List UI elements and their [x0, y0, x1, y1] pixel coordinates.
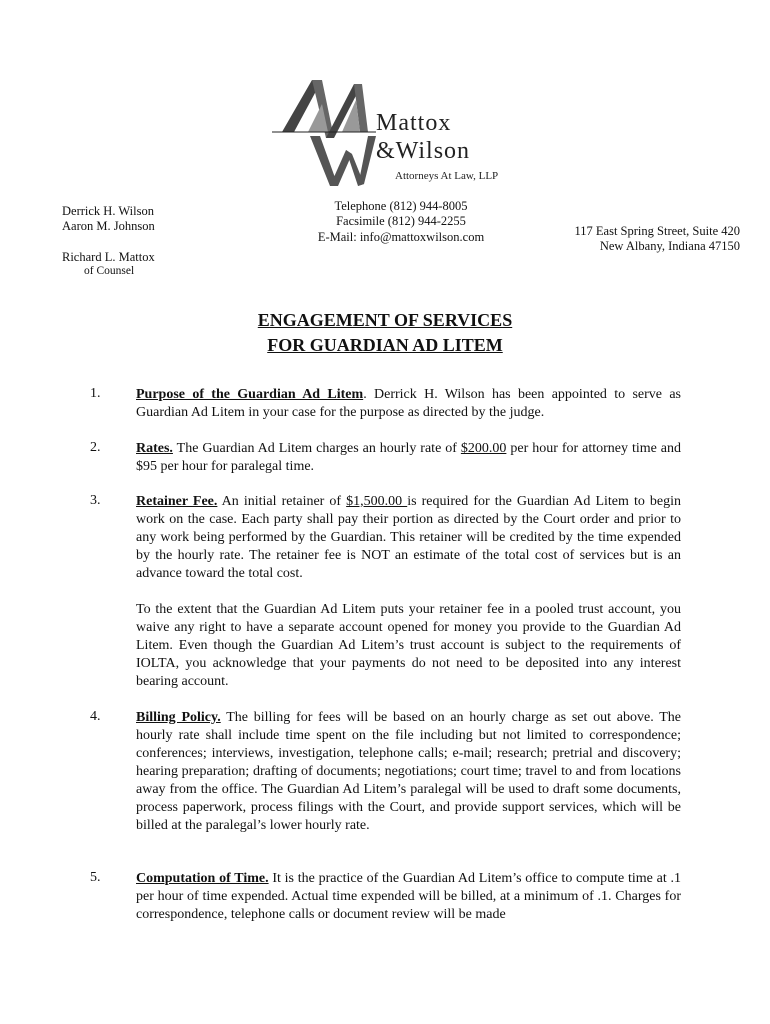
item-text: is required for the Guardian Ad Litem to begin work on the case. Each party shall pay their portion as directed by the Court order and prior to any work being performed by the Guardian. This retainer will be credited by the time expended by the hourly rate. The retainer fee is NOT an estimate of the total cost of services but is an advance toward the total cost.: [136, 494, 682, 581]
item-retainer: [136, 493, 681, 583]
item-number: 2.: [90, 440, 101, 455]
rate-amount: $200.00: [460, 441, 507, 456]
item-number: 3.: [90, 493, 101, 508]
counsel-name: Richard L. Mattox: [62, 250, 155, 264]
document-title-line1: ENGAGEMENT OF SERVICES: [257, 310, 513, 330]
item-number: 1.: [90, 386, 101, 401]
item-text: An initial retainer of: [217, 494, 347, 509]
item-text: The billing for fees will be based on an hourly charge as set out above. The hourly rate shall include time spent on the file including but not limited to correspondence; conferences; interviews, investigation, telephone calls; e-mail; research; pretrial and discovery; hearing preparation; drafting of documents; negotiations; court time; travel to and from locations away from the office. The Guardian Ad Litem’s paralegal will be used to draft some documents, process paperwork, process filings with the Court, and provide support services, which will be billed at the paralegal’s lower hourly rate.: [136, 710, 681, 833]
attorney-name: Aaron M. Johnson: [62, 219, 155, 233]
item-purpose: [136, 386, 681, 422]
item-heading: Purpose of the Guardian Ad Litem: [136, 387, 364, 402]
contact-telephone: Telephone (812) 944-8005: [334, 199, 468, 213]
contact-email: E-Mail: info@mattoxwilson.com: [317, 230, 485, 244]
attorney-name: Derrick H. Wilson: [62, 204, 154, 218]
address-line2: New Albany, Indiana 47150: [599, 239, 740, 253]
contact-facsimile: Facsimile (812) 944-2255: [336, 214, 466, 228]
item-number: 5.: [90, 870, 101, 885]
item-heading: Rates.: [136, 441, 173, 456]
firm-name-line2: &Wilson: [376, 138, 471, 164]
item-rates: [136, 440, 681, 476]
item-text: The Guardian Ad Litem charges an hourly rate of: [172, 441, 461, 456]
firm-logo: [272, 74, 522, 192]
firm-tagline: Attorneys At Law, LLP: [395, 170, 499, 182]
document-title-line2: FOR GUARDIAN AD LITEM: [267, 335, 503, 355]
item-text: . Derrick H. Wilson has been appointed to serve as Guardian Ad Litem in your case for the purpose as directed by the judge.: [136, 387, 681, 420]
item-heading: Computation of Time.: [136, 871, 269, 886]
item-heading: Billing Policy.: [136, 710, 221, 725]
retainer-amount: $1,500.00: [346, 494, 408, 509]
address-line1: 117 East Spring Street, Suite 420: [574, 224, 740, 238]
item-text: It is the practice of the Guardian Ad Litem’s office to compute time at .1 per hour of time expended. Actual time expended will be billed, at a minimum of .1. Charges for correspondence, telephone calls or document review will be made: [136, 871, 681, 922]
firm-name-line1: Mattox: [376, 110, 452, 136]
counsel-title: of Counsel: [84, 265, 135, 277]
item-heading: Retainer Fee.: [136, 494, 218, 509]
retainer-trust-paragraph: To the extent that the Guardian Ad Litem puts your retainer fee in a pooled trust account, you waive any right to have a separate account opened for money you provide to the Guardian Ad Litem. Even though the Guardian Ad Litem’s trust account is subject to the requirements of IOLTA, you acknowledge that your payments do not need to be deposited into any interest bearing account.: [136, 602, 681, 689]
item-text: per hour for attorney time and $95 per hour for paralegal time.: [136, 441, 682, 474]
item-billing-policy: [136, 709, 681, 835]
item-number: 4.: [90, 709, 101, 724]
item-computation-of-time: [136, 870, 681, 924]
